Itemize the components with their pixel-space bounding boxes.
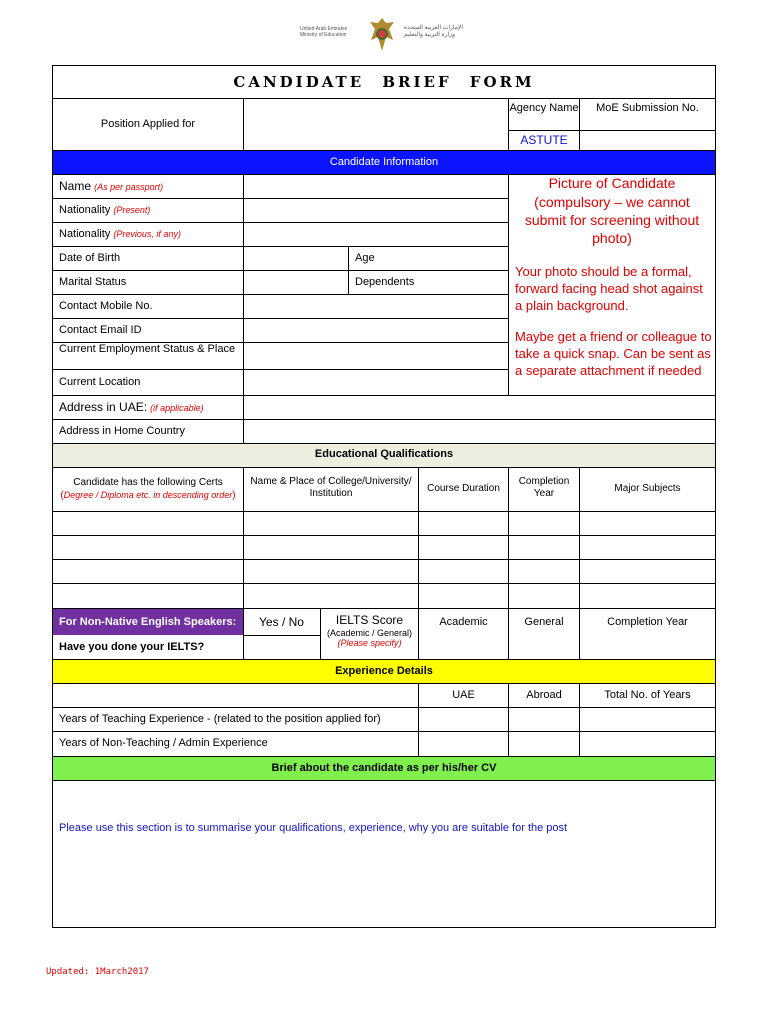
- position-applied-field[interactable]: [244, 99, 508, 150]
- location-label: Current Location: [59, 376, 141, 388]
- emblem-caption-en-2: Ministry of Education: [300, 32, 347, 38]
- non-native-label: For Non-Native English Speakers:: [59, 616, 237, 628]
- dob-field[interactable]: [244, 247, 348, 270]
- education-row-2[interactable]: [53, 536, 715, 559]
- picture-title: Picture of Candidate: [548, 175, 676, 191]
- yes-no-field[interactable]: [244, 636, 320, 659]
- ielts-completion-label: Completion Year: [607, 616, 688, 628]
- form-title: CANDIDATE BRIEF FORM: [233, 73, 535, 91]
- address-uae-field[interactable]: [244, 396, 715, 419]
- nationality-present-field[interactable]: [244, 199, 508, 222]
- name-label-text: Name: [59, 179, 92, 193]
- college-header: Name & Place of College/University/ Institution: [250, 476, 412, 499]
- teaching-abroad-field[interactable]: [509, 708, 579, 731]
- updated-date: Updated: 1March2017: [46, 967, 149, 977]
- name-field[interactable]: [244, 175, 508, 198]
- age-label: Age: [355, 252, 375, 264]
- address-uae-label-text: Address in UAE:: [59, 400, 148, 414]
- dependents-label: Dependents: [355, 276, 415, 288]
- ielts-score-note: (Please specify): [337, 638, 402, 648]
- moe-submission-field[interactable]: [580, 131, 715, 150]
- teaching-uae-field[interactable]: [419, 708, 508, 731]
- mobile-label: Contact Mobile No.: [59, 300, 153, 312]
- non-teaching-uae-field[interactable]: [419, 732, 508, 756]
- agency-name-label: Agency Name: [509, 102, 579, 114]
- emblem-caption-ar-1: الإمارات العربية المتحدة: [404, 25, 464, 31]
- non-teaching-total-field[interactable]: [580, 732, 715, 756]
- dependents-field[interactable]: [418, 271, 508, 294]
- falcon-emblem-icon: [367, 16, 397, 54]
- education-row-4[interactable]: [53, 584, 715, 608]
- agency-name-value: ASTUTE: [520, 133, 568, 147]
- completion-header: Completion Year: [518, 476, 570, 499]
- certs-header: Candidate has the following Certs: [73, 477, 223, 488]
- nationality-previous-label: [59, 228, 181, 241]
- nationality-previous-note: (Previous, if any): [113, 229, 181, 239]
- name-label: [59, 180, 163, 194]
- picture-instruction: Your photo should be a formal, forward facing head shot against a plain background.: [515, 264, 703, 313]
- major-header: Major Subjects: [614, 483, 681, 494]
- emblem-caption-ar-2: وزارة التربية والتعليم: [404, 32, 456, 38]
- nationality-previous-field[interactable]: [244, 223, 508, 246]
- picture-note: (compulsory – we cannot submit for screening without photo): [524, 194, 700, 246]
- duration-header: Course Duration: [427, 483, 500, 494]
- teaching-experience-label: Years of Teaching Experience - (related to the position applied for): [59, 713, 381, 725]
- ielts-academic-label: Academic: [439, 616, 488, 628]
- brief-instruction: Please use this section is to summarise your qualifications, experience, why you are suitable for the post: [59, 822, 568, 834]
- nationality-label-text: Nationality: [59, 204, 111, 216]
- position-applied-label: Position Applied for: [100, 118, 196, 130]
- brief-title: Brief about the candidate as per his/her CV: [271, 762, 497, 774]
- ielts-score-sub: (Academic / General): [326, 628, 413, 638]
- marital-status-label: Marital Status: [59, 276, 127, 288]
- address-home-field[interactable]: [244, 420, 715, 443]
- age-field[interactable]: [418, 247, 508, 270]
- uae-emblem-header: [290, 14, 480, 58]
- nationality-present-label: [59, 204, 150, 217]
- email-field[interactable]: [244, 319, 508, 342]
- education-title: Educational Qualifications: [314, 448, 454, 460]
- employment-label: Current Employment Status & Place: [59, 343, 236, 355]
- emblem-caption-en-1: United Arab Emirates: [300, 26, 348, 32]
- ielts-question: Have you done your IELTS?: [59, 641, 205, 653]
- address-uae-label: [59, 401, 204, 415]
- ielts-score-label: IELTS Score: [335, 613, 404, 627]
- email-label: Contact Email ID: [59, 324, 142, 336]
- certs-note: (Degree / Diploma etc. in descending order): [60, 490, 236, 501]
- dob-label: Date of Birth: [59, 252, 121, 264]
- yes-no-label: Yes / No: [259, 615, 304, 629]
- ielts-general-label: General: [524, 616, 564, 628]
- nationality-label-text: Nationality: [59, 228, 111, 240]
- total-years-column-header: Total No. of Years: [604, 689, 691, 701]
- abroad-column-header: Abroad: [526, 689, 562, 701]
- non-teaching-experience-label: Years of Non-Teaching / Admin Experience: [59, 737, 268, 749]
- experience-title: Experience Details: [335, 665, 433, 677]
- picture-tip: Maybe get a friend or colleague to take a quick snap. Can be sent as a separate attachment if needed: [515, 329, 712, 378]
- nationality-present-note: (Present): [113, 205, 151, 215]
- certs-note-text: Degree / Diploma etc. in descending order: [63, 490, 233, 500]
- uae-column-header: UAE: [452, 689, 475, 701]
- address-uae-note: (if applicable): [150, 403, 204, 413]
- name-note: (As per passport): [94, 182, 164, 192]
- location-field[interactable]: [244, 370, 508, 395]
- marital-status-field[interactable]: [244, 271, 348, 294]
- candidate-info-title: Candidate Information: [329, 156, 439, 168]
- teaching-total-field[interactable]: [580, 708, 715, 731]
- education-row-3[interactable]: [53, 560, 715, 583]
- moe-submission-label: MoE Submission No.: [596, 102, 699, 114]
- employment-field[interactable]: [244, 343, 508, 369]
- non-teaching-abroad-field[interactable]: [509, 732, 579, 756]
- brief-textarea[interactable]: [53, 781, 715, 927]
- education-row-1[interactable]: [53, 512, 715, 535]
- mobile-field[interactable]: [244, 295, 508, 318]
- address-home-label: Address in Home Country: [59, 425, 185, 437]
